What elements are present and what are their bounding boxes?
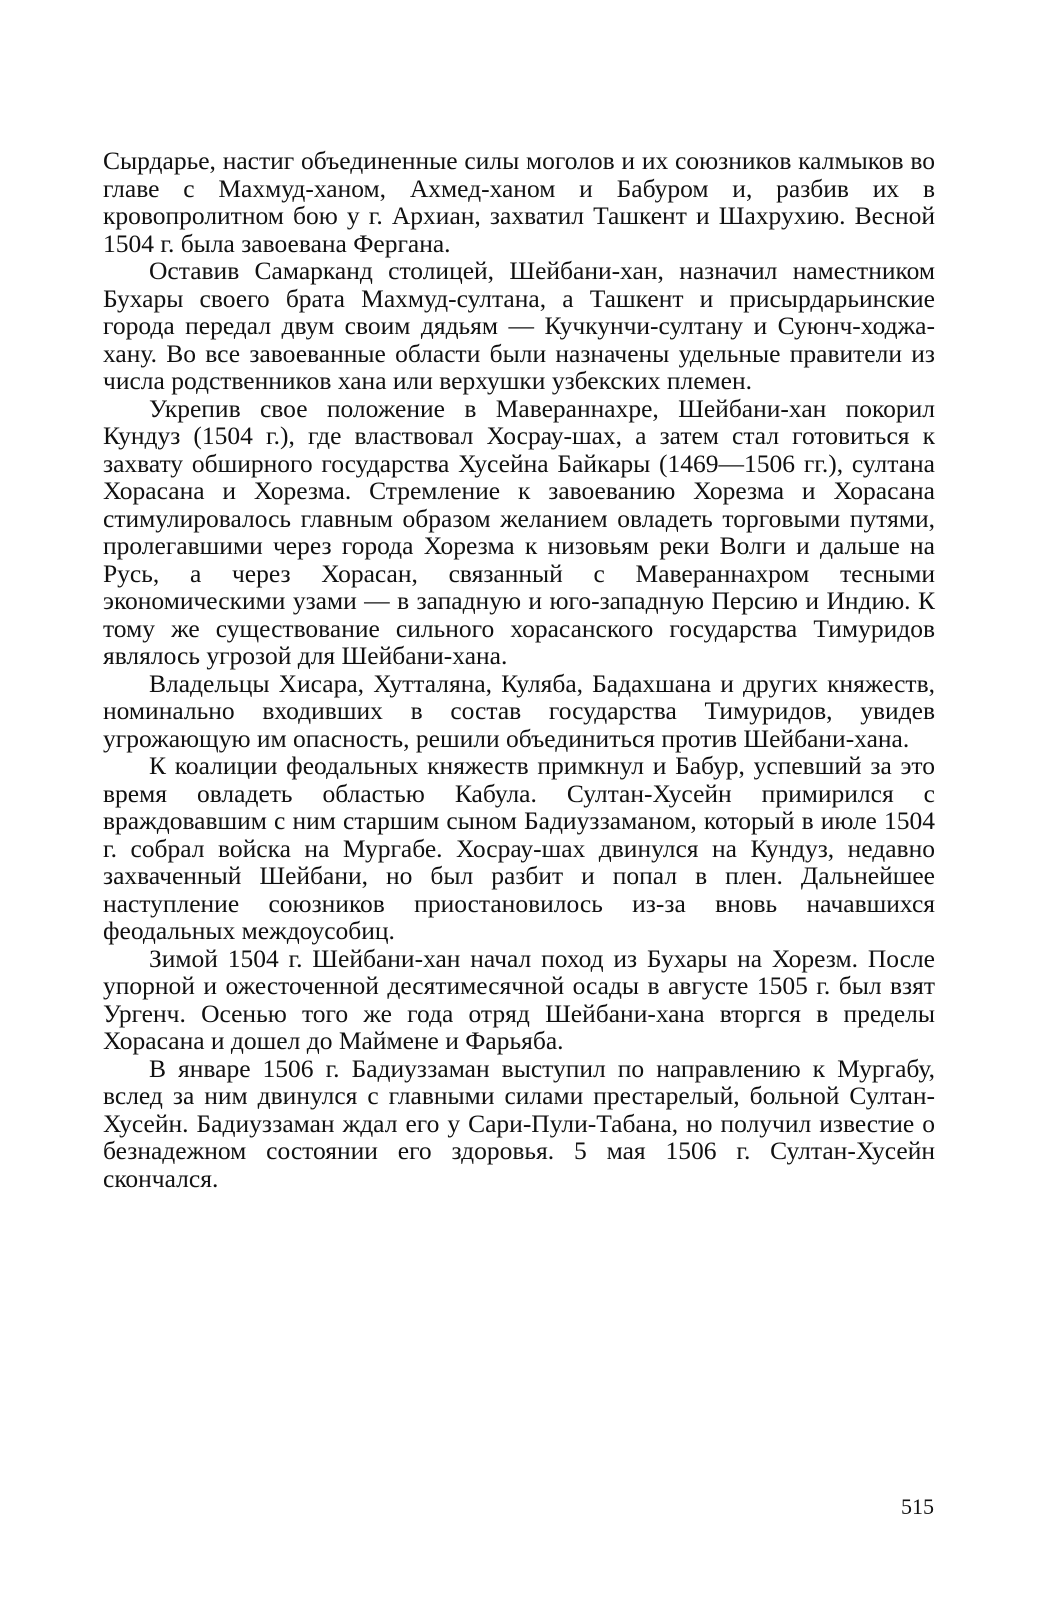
body-text [103, 147, 935, 1192]
paragraph-3: Укрепив свое положение в Мавераннахре, Шейбани-хан покорил Кундуз (1504 г.), где властвовал Хосрау-шах, а затем стал готовиться к захвату обширного государства Хусейна Байкары (1469—1506 гг.), султана Хорасана и Хорезма. Стремление к завоеванию Хорезма и Хорасана стимулировалось главным образом желанием овладеть торговыми путями, пролегавшими через города Хорезма к низовьям реки Волги и дальше на Русь, а через Хорасан, связанный с Мавераннахром тесными экономическими узами — в западную и юго-западную Персию и Индию. К тому же существование сильного хорасанского государства Тимуридов являлось угрозой для Шейбани-хана. [103, 393, 935, 670]
paragraph-4: Владельцы Хисара, Хутталяна, Куляба, Бадахшана и других княжеств, номинально входивших в состав государства Тимуридов, увидев угрожающую им опасность, решили объединиться против Шейбани-хана. [103, 668, 935, 753]
paragraph-6: Зимой 1504 г. Шейбани-хан начал поход из Бухары на Хорезм. После упорной и ожесточенной десятимесячной осады в августе 1505 г. был взят Ургенч. Осенью того же года отряд Шейбани-хана вторгся в пределы Хорасана и дошел до Маймене и Фарьяба. [103, 943, 935, 1055]
paragraph-7: В январе 1506 г. Бадиуззаман выступил по направлению к Мургабу, вслед за ним двинулся с главными силами престарелый, больной Султан-Хусейн. Бадиуззаман ждал его у Сари-Пули-Табана, но получил известие о безнадежном состоянии его здоровья. 5 мая 1506 г. Султан-Хусейн скончался. [103, 1053, 935, 1193]
paragraph-2: Оставив Самарканд столицей, Шейбани-хан, назначил наместником Бухары своего брата Махмуд-султана, а Ташкент и присырдарьинские города передал двум своим дядьям — Кучкунчи-султану и Суюнч-ходжа-хану. Во все завоеванные области были назначены удельные правители из числа родственников хана или верхушки узбекских племен. [103, 256, 935, 395]
page-number: 515 [901, 1494, 934, 1519]
paragraph-1: Сырдарье, настиг объединенные силы моголов и их союзников калмыков во главе с Махмуд-ханом, Ахмед-ханом и Бабуром и, разбив их в кровопролитном бою у г. Архиан, захватил Ташкент и Шахрухию. Весной 1504 г. была завоевана Фергана. [103, 146, 935, 258]
paragraph-5: К коалиции феодальных княжеств примкнул и Бабур, успевший за это время овладеть областью Кабула. Султан-Хусейн примирился с враждовавшим с ним старшим сыном Бадиуззаманом, который в июле 1504 г. собрал войска на Мургабе. Хосрау-шах двинулся на Кундуз, недавно захваченный Шейбани, но был разбит и попал в плен. Дальнейшее наступление союзников приостановилось из-за вновь начавшихся феодальных междоусобиц. [103, 751, 935, 945]
